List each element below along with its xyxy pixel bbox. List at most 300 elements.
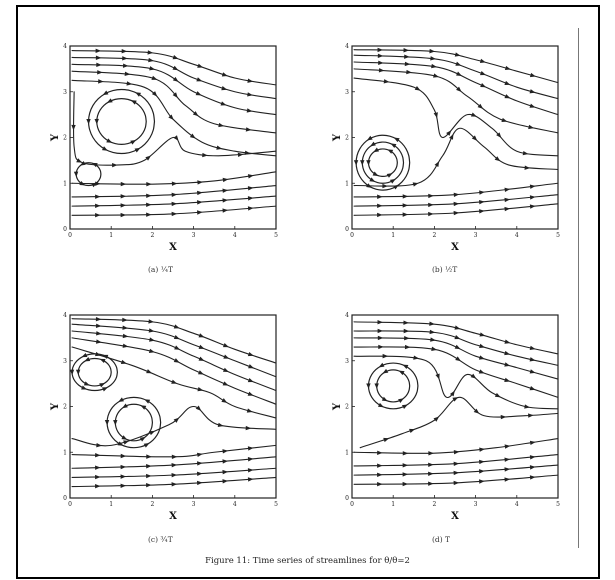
flow-arrow [248,457,254,462]
flow-arrow [146,464,152,469]
flow-arrow [454,470,460,475]
flow-arrow [149,349,155,355]
x-tick-label: 2 [150,501,155,508]
x-tick-label: 3 [473,232,478,239]
flow-arrow [480,59,486,65]
flow-arrow [146,202,152,207]
vortex-loop [76,163,101,186]
flow-arrow [172,212,178,217]
flow-arrow [222,72,229,78]
y-tick-label: 1 [63,180,67,188]
flow-arrow [428,203,434,208]
flow-arrow [366,160,371,166]
flow-arrow [430,56,436,61]
x-tick-label: 3 [191,501,196,508]
flow-arrow [134,90,141,96]
flow-arrow [121,483,127,488]
flow-arrow [530,73,536,79]
flow-arrow [479,332,485,338]
flow-arrow [172,463,178,468]
y-tick-label: 4 [345,43,349,50]
flow-arrow [433,73,439,79]
flow-arrow [95,204,101,208]
flow-arrow [96,443,102,448]
flow-arrow [130,138,137,144]
flow-arrow [404,336,410,341]
streamline [72,457,276,468]
flow-arrow [83,357,90,363]
plot-a-canvas [40,36,292,286]
streamline-plot-c [40,305,292,555]
x-tick-label: 1 [391,232,396,239]
flow-arrow [135,146,142,153]
vortex-loop [377,370,410,402]
flow-arrow [174,324,181,330]
subfigure-caption-c: (c) ¾T [148,535,173,544]
flow-arrow [455,345,462,351]
flow-arrow [248,352,255,358]
x-tick-label: 1 [391,501,396,508]
flow-arrow [479,369,486,375]
y-tick-label: 0 [345,495,349,502]
flow-arrow [406,70,412,75]
flow-arrow [96,63,102,68]
flow-arrow [377,451,383,456]
flow-arrow [413,181,419,187]
flow-arrow [480,71,487,77]
flow-arrow [377,213,383,217]
flow-arrow [429,322,435,327]
flow-arrow [130,98,137,104]
y-tick-label: 4 [63,312,67,319]
x-tick-label: 5 [274,232,278,239]
flow-arrow [172,482,178,487]
flow-arrow [383,354,389,358]
flow-arrow [530,104,537,110]
streamline [354,78,558,156]
flow-arrow [148,50,154,55]
plot-c-canvas [40,305,292,555]
flow-arrow [403,320,409,325]
y-tick-label: 1 [63,449,67,457]
x-tick-label: 5 [556,232,560,239]
flow-arrow [504,457,510,462]
flow-arrow [221,101,228,107]
flow-arrow [223,368,230,374]
subfigure-caption-a: (a) ¼T [148,265,173,274]
flow-arrow [174,358,181,364]
flow-arrow [122,318,128,323]
flow-arrow [377,320,383,324]
flow-arrow [146,369,153,375]
streamline [74,92,276,165]
flow-arrow [530,184,536,189]
flow-arrow [402,403,409,409]
flow-arrow [197,480,203,485]
y-tick-label: 3 [345,88,349,96]
streamline [354,62,558,115]
streamline [354,128,558,186]
flow-arrow [173,66,180,73]
flow-arrow [81,353,88,359]
y-tick-label: 2 [63,134,67,142]
flow-arrow [122,49,128,54]
flow-arrow [222,449,228,454]
flow-arrow [197,64,204,70]
flow-arrow [222,198,228,203]
flow-arrow [96,56,102,60]
flow-arrow [221,398,228,405]
flow-arrow [504,339,510,345]
flow-arrow [479,459,485,464]
flow-arrow [172,473,178,478]
flow-arrow [95,453,101,458]
flow-arrow [530,204,536,209]
flow-arrow [121,203,127,208]
flow-arrow [197,190,203,195]
flow-arrow [402,363,409,369]
vortex-loop [115,404,152,441]
flow-arrow [471,112,478,118]
streamline-plot-d [322,305,574,555]
flow-arrow [199,333,206,339]
streamline [72,445,276,456]
flow-arrow [377,463,383,467]
flow-arrow [455,356,462,363]
flow-arrow [197,200,203,205]
flow-arrow [403,451,409,455]
flow-arrow [197,471,203,476]
y-tick-label: 0 [63,226,67,233]
x-tick-label: 4 [232,501,237,508]
x-tick-label: 0 [350,232,354,239]
flow-arrow [121,465,127,470]
flow-arrow [223,343,230,349]
flow-arrow [197,461,203,466]
x-axis-label: X [451,511,459,522]
flow-arrow [501,415,507,420]
flow-arrow [379,68,385,73]
flow-arrow [504,94,511,100]
flow-arrow [121,213,127,217]
x-tick-label: 5 [274,501,278,508]
flow-arrow [378,403,385,409]
flow-arrow [374,383,379,389]
flow-arrow [102,385,109,391]
flow-arrow [415,86,422,93]
flow-arrow [248,446,254,451]
flow-arrow [247,408,253,414]
flow-arrow [95,194,101,198]
flow-arrow [409,427,416,433]
figure-caption: Figure 11: Time series of streamlines for θ/θ=2 [205,556,410,566]
y-tick-label: 3 [345,357,349,365]
flow-arrow [74,171,79,177]
flow-arrow [455,52,461,58]
flow-arrow [71,125,75,131]
flow-arrow [96,49,102,53]
flow-arrow [530,475,536,480]
flow-arrow [454,192,460,197]
flow-arrow [146,483,152,488]
flow-arrow [428,212,434,217]
flow-arrow [196,77,203,83]
streamline-plot-a [40,36,292,286]
streamline-plot-b [322,36,574,286]
flow-arrow [248,364,255,370]
flow-arrow [95,484,101,488]
y-axis-label: Y [332,402,343,411]
flow-arrow [454,325,460,331]
flow-arrow [123,63,129,68]
flow-arrow [479,209,485,214]
streamline [354,69,558,133]
plot-d-canvas [322,305,574,555]
flow-arrow [405,345,411,350]
flow-arrow [504,467,510,472]
flow-arrow [403,203,409,207]
x-axis-label: X [169,242,177,253]
x-tick-label: 1 [109,501,114,508]
vortex-loop [78,358,111,385]
flow-arrow [377,195,383,199]
flow-arrow [95,465,101,470]
flow-arrow [222,470,228,475]
flow-arrow [113,420,118,426]
flow-arrow [378,329,384,333]
flow-arrow [197,180,203,185]
flow-arrow [435,374,441,381]
flow-arrow [530,455,536,460]
flow-arrow [404,54,410,59]
page-edge-rule [578,28,579,548]
x-tick-label: 0 [68,232,72,239]
flow-arrow [174,335,181,341]
x-tick-label: 0 [68,501,72,508]
flow-arrow [454,450,460,455]
flow-arrow [121,360,128,366]
flow-arrow [479,447,485,452]
flow-arrow [454,335,461,341]
flow-arrow [248,468,254,473]
flow-arrow [222,479,228,484]
flow-arrow [403,463,409,467]
flow-arrow [530,89,536,95]
flow-arrow [144,441,151,448]
flow-arrow [430,330,436,335]
flow-arrow [95,119,100,125]
flow-arrow [248,186,254,191]
flow-arrow [174,345,181,351]
flow-arrow [95,213,101,217]
flow-arrow [428,194,434,199]
flow-arrow [403,472,409,477]
flow-arrow [143,397,150,403]
flow-arrow [495,393,502,399]
flow-arrow [172,192,178,197]
flow-arrow [428,481,434,486]
flow-arrow [106,98,113,104]
flow-arrow [146,212,152,217]
flow-arrow [122,326,128,331]
flow-arrow [221,86,228,92]
flow-arrow [505,66,512,72]
y-tick-label: 1 [345,449,349,457]
streamline [72,407,276,446]
flow-arrow [479,344,486,350]
flow-arrow [146,182,152,186]
flow-arrow [479,355,486,361]
flow-arrow [480,83,487,89]
flow-arrow [455,62,462,68]
flow-arrow [377,204,383,208]
subfigure-caption-d: (d) T [432,535,451,544]
plot-frame [352,46,558,229]
flow-arrow [504,197,510,202]
flow-arrow [146,454,152,459]
flow-arrow [146,474,152,479]
y-tick-label: 1 [345,180,349,188]
flow-arrow [530,369,536,375]
flow-arrow [504,81,511,87]
flow-arrow [528,413,534,418]
flow-arrow [95,475,101,479]
x-axis-label: X [451,242,459,253]
flow-arrow [454,481,460,486]
flow-arrow [454,461,460,466]
flow-arrow [504,477,510,482]
flow-arrow [173,135,180,142]
flow-arrow [196,91,203,97]
streamline [72,338,276,404]
flow-arrow [199,357,206,363]
flow-arrow [246,127,252,132]
flow-arrow [106,138,113,144]
flow-arrow [454,201,460,206]
flow-arrow [101,91,108,98]
flow-arrow [525,165,531,170]
flow-arrow [199,345,206,351]
flow-arrow [97,70,103,75]
flow-arrow [172,455,178,460]
flow-arrow [504,351,510,357]
y-tick-label: 2 [345,134,349,142]
flow-arrow [479,199,485,204]
x-tick-label: 4 [232,232,237,239]
flow-arrow [435,160,442,167]
flow-arrow [222,208,228,213]
flow-arrow [99,357,106,363]
flow-arrow [530,195,536,200]
flow-arrow [501,118,508,124]
flow-arrow [248,206,254,211]
flow-arrow [223,381,230,387]
flow-arrow [378,48,384,52]
x-tick-label: 3 [191,232,196,239]
subfigure-caption-b: (b) ½T [432,265,458,274]
flow-arrow [404,48,410,53]
flow-arrow [96,317,102,322]
y-tick-label: 4 [345,312,349,319]
flow-arrow [378,61,384,66]
flow-arrow [76,370,81,376]
flow-arrow [366,383,371,389]
streamline [72,324,276,377]
streamline [72,80,276,155]
flow-arrow [121,194,127,198]
flow-arrow [530,386,537,392]
y-tick-label: 0 [63,495,67,502]
x-tick-label: 3 [473,501,478,508]
flow-arrow [117,397,124,404]
vortex-loop [356,135,410,190]
flow-arrow [112,163,118,168]
streamline [354,55,558,98]
flow-arrow [146,193,152,198]
flow-arrow [96,324,102,329]
flow-arrow [403,482,409,486]
flow-arrow [148,319,154,324]
x-tick-label: 2 [432,501,437,508]
flow-arrow [223,355,230,361]
flow-arrow [428,471,434,476]
x-tick-label: 4 [514,232,519,239]
y-tick-label: 2 [63,403,67,411]
flow-arrow [102,146,109,152]
y-tick-label: 3 [63,357,67,365]
flow-arrow [403,194,409,198]
flow-arrow [86,119,90,125]
flow-arrow [222,459,228,464]
flow-arrow [479,479,485,484]
flow-arrow [404,329,410,333]
flow-arrow [121,474,127,479]
flow-arrow [454,211,460,216]
flow-arrow [382,184,388,188]
streamline [360,397,558,447]
flow-arrow [429,49,435,54]
flow-arrow [222,188,228,193]
flow-arrow [171,380,178,386]
flow-arrow [125,72,131,77]
flow-arrow [123,334,129,339]
flow-arrow [248,196,254,201]
flow-arrow [377,473,383,477]
flow-arrow [173,55,180,61]
flow-arrow [121,182,127,186]
flow-arrow [479,469,485,474]
flow-arrow [378,336,384,340]
y-tick-label: 3 [63,88,67,96]
x-tick-label: 1 [109,232,114,239]
flow-arrow [172,181,178,186]
flow-arrow [378,345,384,349]
flow-arrow [504,378,511,384]
flow-arrow [403,212,409,216]
flow-arrow [81,385,88,391]
flow-arrow [479,190,485,195]
x-tick-label: 0 [350,501,354,508]
flow-arrow [456,72,463,78]
x-axis-label: X [169,511,177,522]
y-tick-label: 4 [63,43,67,50]
flow-arrow [504,187,510,192]
flow-arrow [248,392,255,398]
x-tick-label: 2 [432,232,437,239]
flow-arrow [198,370,205,376]
y-tick-label: 0 [345,226,349,233]
y-axis-label: Y [332,133,343,142]
